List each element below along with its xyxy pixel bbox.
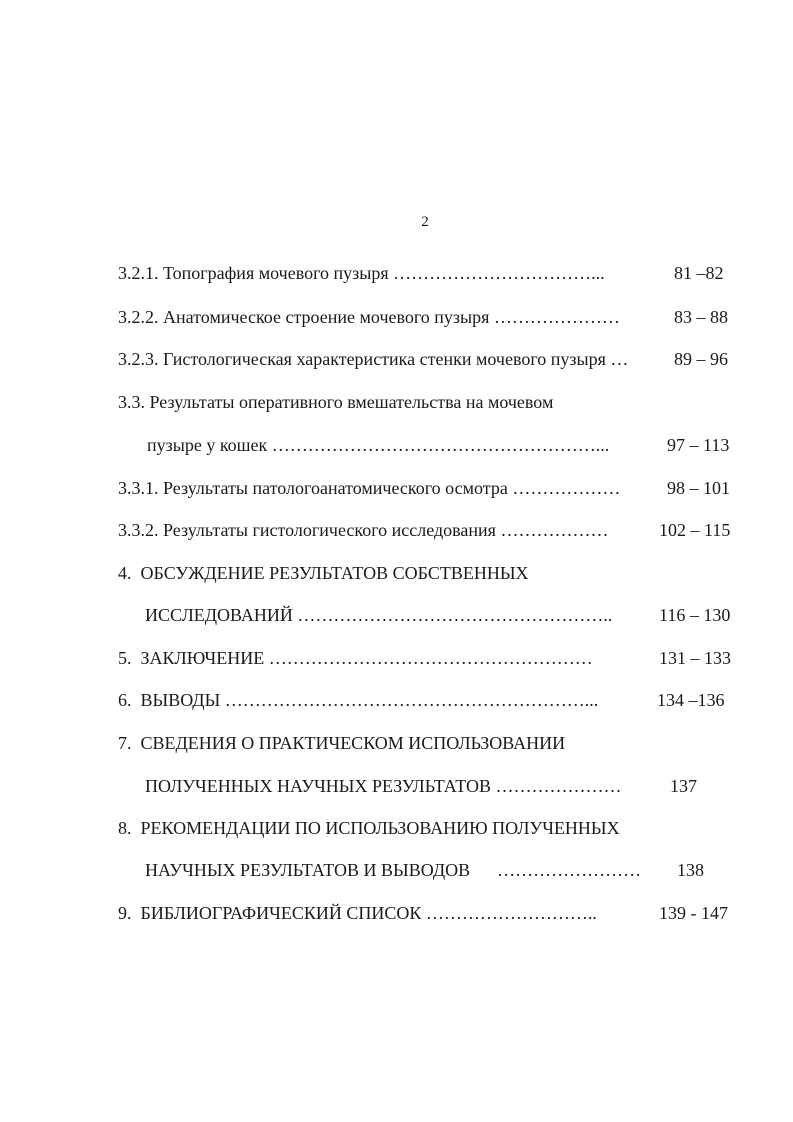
toc-entry-text: пузыре у кошек ………………………………………………... (147, 435, 610, 455)
toc-entry-pages: 102 – 115 (659, 520, 731, 540)
toc-entry-text: ИССЛЕДОВАНИЙ …………………………………………….. (145, 605, 613, 625)
toc-entry-pages: 131 – 133 (659, 648, 731, 668)
toc-entry-pages: 81 –82 (674, 263, 724, 283)
toc-entry-text: 7. СВЕДЕНИЯ О ПРАКТИЧЕСКОМ ИСПОЛЬЗОВАНИИ (118, 733, 566, 753)
toc-entry-text: ПОЛУЧЕННЫХ НАУЧНЫХ РЕЗУЛЬТАТОВ ………………… (145, 776, 622, 796)
page-number: 2 (421, 214, 429, 230)
toc-entry-text: 3.3. Результаты оперативного вмешательства на мочевом (118, 392, 554, 412)
toc-entry-pages: 98 – 101 (667, 478, 730, 498)
toc-entry-text: 3.3.2. Результаты гистологического исследования ……………… (118, 520, 609, 540)
toc-entry-pages: 137 (670, 776, 697, 796)
toc-entry-pages: 89 – 96 (674, 349, 728, 369)
toc-entry-text: 4. ОБСУЖДЕНИЕ РЕЗУЛЬТАТОВ СОБСТВЕННЫХ (118, 563, 529, 583)
toc-entry-pages: 139 - 147 (659, 903, 728, 923)
toc-entry-pages: 83 – 88 (674, 307, 728, 327)
toc-entry-text: 3.2.3. Гистологическая характеристика стенки мочевого пузыря … (118, 349, 629, 369)
toc-entry-text: 3.2.1. Топография мочевого пузыря ……………………………... (118, 263, 605, 283)
toc-entry-pages: 116 – 130 (659, 605, 731, 625)
toc-entry-pages: 97 – 113 (667, 435, 730, 455)
toc-entry-text: 5. ЗАКЛЮЧЕНИЕ ……………………………………………… (118, 648, 593, 668)
toc-entry-pages: 138 (677, 860, 704, 880)
toc-entry-text: 3.2.2. Анатомическое строение мочевого пузыря ………………… (118, 307, 620, 327)
toc-entry-text: НАУЧНЫХ РЕЗУЛЬТАТОВ И ВЫВОДОВ …………………… (145, 860, 642, 880)
toc-entry-text: 3.3.1. Результаты патологоанатомического осмотра ……………… (118, 478, 621, 498)
toc-entry-pages: 134 –136 (657, 690, 725, 710)
toc-entry-text: 8. РЕКОМЕНДАЦИИ ПО ИСПОЛЬЗОВАНИЮ ПОЛУЧЕННЫХ (118, 818, 620, 838)
toc-entry-text: 6. ВЫВОДЫ ……………………………………………………... (118, 690, 599, 710)
toc-entry-text: 9. БИБЛИОГРАФИЧЕСКИЙ СПИСОК ……………………….. (118, 903, 597, 923)
